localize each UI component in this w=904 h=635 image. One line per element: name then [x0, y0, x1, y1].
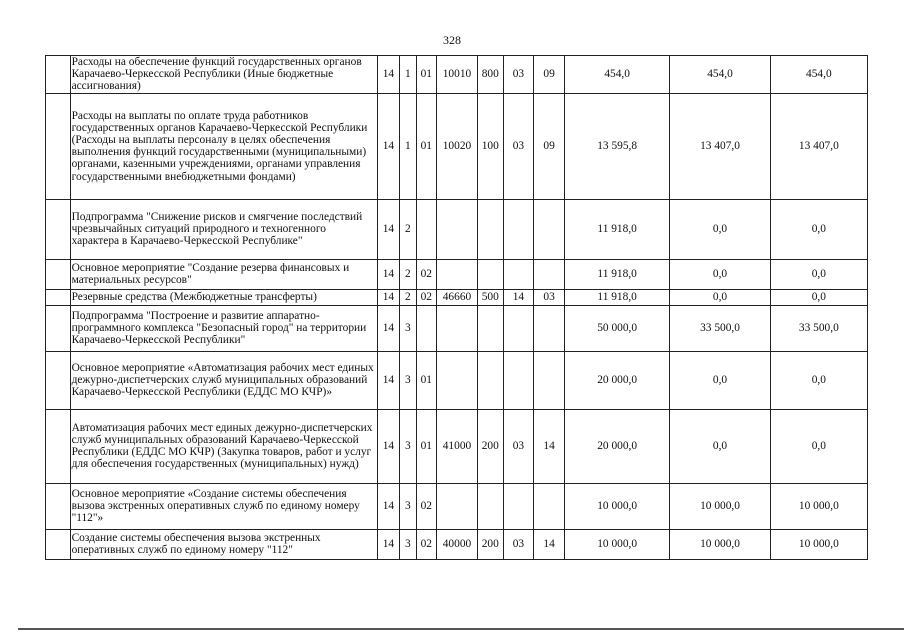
code-subsection	[534, 351, 565, 409]
code-measure: 02	[416, 289, 436, 305]
code-section	[503, 483, 534, 529]
row-name: Подпрограмма "Снижение рисков и смягчение последствий чрезвычайных ситуаций природного и техногенного характера в Карачаево-Черкесской Республике"	[70, 199, 377, 259]
amount-year-2: 10 000,0	[670, 529, 770, 559]
row-name: Расходы на обеспечение функций государственных органов Карачаево-Черкесской Республики (Иные бюджетные ассигнования)	[70, 56, 377, 94]
amount-year-2: 10 000,0	[670, 483, 770, 529]
row-name: Основное мероприятие "Создание резерва финансовых и материальных ресурсов"	[70, 259, 377, 289]
code-section: 03	[503, 409, 534, 483]
code-direction: 40000	[437, 529, 478, 559]
code-ministry: 14	[377, 529, 400, 559]
row-number-cell	[46, 409, 71, 483]
code-measure	[416, 305, 436, 351]
code-subprogram: 3	[400, 483, 416, 529]
code-expense-type	[477, 351, 503, 409]
table-row	[46, 56, 868, 94]
code-direction: 41000	[437, 409, 478, 483]
table-row	[46, 409, 868, 483]
code-measure: 01	[416, 93, 436, 199]
amount-year-1: 13 595,8	[564, 93, 669, 199]
code-subsection	[534, 199, 565, 259]
code-ministry: 14	[377, 93, 400, 199]
code-direction: 10010	[437, 56, 478, 94]
code-measure: 01	[416, 56, 436, 94]
table-row	[46, 199, 868, 259]
code-subprogram: 2	[400, 199, 416, 259]
code-section: 03	[503, 93, 534, 199]
amount-year-3: 33 500,0	[770, 305, 867, 351]
code-section: 03	[503, 56, 534, 94]
code-expense-type	[477, 305, 503, 351]
table-row	[46, 351, 868, 409]
code-section	[503, 305, 534, 351]
code-measure: 02	[416, 529, 436, 559]
row-number-cell	[46, 93, 71, 199]
amount-year-3: 0,0	[770, 259, 867, 289]
code-direction	[437, 259, 478, 289]
code-expense-type	[477, 483, 503, 529]
row-name: Основное мероприятие «Создание системы обеспечения вызова экстренных оперативных служб по единому номеру "112"»	[70, 483, 377, 529]
amount-year-1: 11 918,0	[564, 259, 669, 289]
amount-year-3: 13 407,0	[770, 93, 867, 199]
code-subsection: 09	[534, 93, 565, 199]
row-name: Создание системы обеспечения вызова экстренных оперативных служб по единому номеру "112"	[70, 529, 377, 559]
code-expense-type: 100	[477, 93, 503, 199]
amount-year-3: 0,0	[770, 289, 867, 305]
code-direction	[437, 199, 478, 259]
code-section	[503, 351, 534, 409]
code-subsection: 14	[534, 409, 565, 483]
code-subsection	[534, 483, 565, 529]
amount-year-2: 0,0	[670, 409, 770, 483]
amount-year-2: 454,0	[670, 56, 770, 94]
row-number-cell	[46, 56, 71, 94]
code-direction	[437, 351, 478, 409]
code-subprogram: 2	[400, 289, 416, 305]
amount-year-1: 454,0	[564, 56, 669, 94]
code-section	[503, 259, 534, 289]
table-row	[46, 93, 868, 199]
code-section: 03	[503, 529, 534, 559]
code-ministry: 14	[377, 56, 400, 94]
table-row	[46, 529, 868, 559]
code-measure: 01	[416, 409, 436, 483]
code-subprogram: 1	[400, 56, 416, 94]
amount-year-2: 0,0	[670, 199, 770, 259]
code-subprogram: 3	[400, 351, 416, 409]
amount-year-2: 0,0	[670, 259, 770, 289]
code-direction	[437, 305, 478, 351]
table-row	[46, 305, 868, 351]
code-measure: 01	[416, 351, 436, 409]
row-number-cell	[46, 289, 71, 305]
code-ministry: 14	[377, 199, 400, 259]
row-number-cell	[46, 483, 71, 529]
amount-year-2: 0,0	[670, 289, 770, 305]
code-ministry: 14	[377, 483, 400, 529]
amount-year-2: 33 500,0	[670, 305, 770, 351]
amount-year-1: 10 000,0	[564, 529, 669, 559]
code-section: 14	[503, 289, 534, 305]
code-direction	[437, 483, 478, 529]
code-ministry: 14	[377, 351, 400, 409]
row-number-cell	[46, 351, 71, 409]
row-name: Основное мероприятие «Автоматизация рабочих мест единых дежурно-диспетчерских служб муниципальных образований Карачаево-Черкесской Республики (ЕДДС МО КЧР)»	[70, 351, 377, 409]
code-section	[503, 199, 534, 259]
amount-year-2: 0,0	[670, 351, 770, 409]
code-ministry: 14	[377, 259, 400, 289]
code-subprogram: 3	[400, 305, 416, 351]
code-expense-type	[477, 199, 503, 259]
table-row	[46, 259, 868, 289]
amount-year-1: 11 918,0	[564, 199, 669, 259]
row-number-cell	[46, 529, 71, 559]
code-measure: 02	[416, 483, 436, 529]
amount-year-3: 0,0	[770, 199, 867, 259]
table-body	[46, 56, 868, 560]
code-ministry: 14	[377, 305, 400, 351]
code-measure: 02	[416, 259, 436, 289]
code-expense-type	[477, 259, 503, 289]
code-ministry: 14	[377, 409, 400, 483]
code-subsection: 09	[534, 56, 565, 94]
code-ministry: 14	[377, 289, 400, 305]
row-number-cell	[46, 259, 71, 289]
row-number-cell	[46, 199, 71, 259]
code-direction: 10020	[437, 93, 478, 199]
code-direction: 46660	[437, 289, 478, 305]
page-number: 328	[443, 33, 461, 47]
amount-year-3: 0,0	[770, 409, 867, 483]
table-row	[46, 289, 868, 305]
code-expense-type: 800	[477, 56, 503, 94]
code-subsection: 14	[534, 529, 565, 559]
amount-year-3: 10 000,0	[770, 529, 867, 559]
scan-edge-line	[18, 628, 904, 630]
row-name: Резервные средства (Межбюджетные трансферты)	[70, 289, 377, 305]
code-subsection	[534, 259, 565, 289]
amount-year-1: 20 000,0	[564, 351, 669, 409]
code-subprogram: 2	[400, 259, 416, 289]
code-expense-type: 200	[477, 409, 503, 483]
amount-year-3: 10 000,0	[770, 483, 867, 529]
row-name: Подпрограмма "Построение и развитие аппаратно-программного комплекса "Безопасный город" на территории Карачаево-Черкесской Республики"	[70, 305, 377, 351]
amount-year-1: 50 000,0	[564, 305, 669, 351]
amount-year-3: 0,0	[770, 351, 867, 409]
budget-table	[45, 55, 868, 560]
amount-year-3: 454,0	[770, 56, 867, 94]
code-subprogram: 3	[400, 409, 416, 483]
code-subprogram: 1	[400, 93, 416, 199]
code-measure	[416, 199, 436, 259]
row-number-cell	[46, 305, 71, 351]
amount-year-2: 13 407,0	[670, 93, 770, 199]
row-name: Автоматизация рабочих мест единых дежурно-диспетчерских служб муниципальных образований Карачаево-Черкесской Республики (ЕДДС МО КЧР) (Закупка товаров, работ и услуг для обеспечения государственных (муниципальных) нужд)	[70, 409, 377, 483]
code-subprogram: 3	[400, 529, 416, 559]
code-expense-type: 200	[477, 529, 503, 559]
code-subsection: 03	[534, 289, 565, 305]
row-name: Расходы на выплаты по оплате труда работников государственных органов Карачаево-Черкесской Республики (Расходы на выплаты персоналу в целях обеспечения выполнения функций государственными (муниципальными) органами, казенными учреждениями, органами управления государственными внебюджетными фондами)	[70, 93, 377, 199]
code-expense-type: 500	[477, 289, 503, 305]
amount-year-1: 11 918,0	[564, 289, 669, 305]
code-subsection	[534, 305, 565, 351]
amount-year-1: 20 000,0	[564, 409, 669, 483]
amount-year-1: 10 000,0	[564, 483, 669, 529]
table-row	[46, 483, 868, 529]
